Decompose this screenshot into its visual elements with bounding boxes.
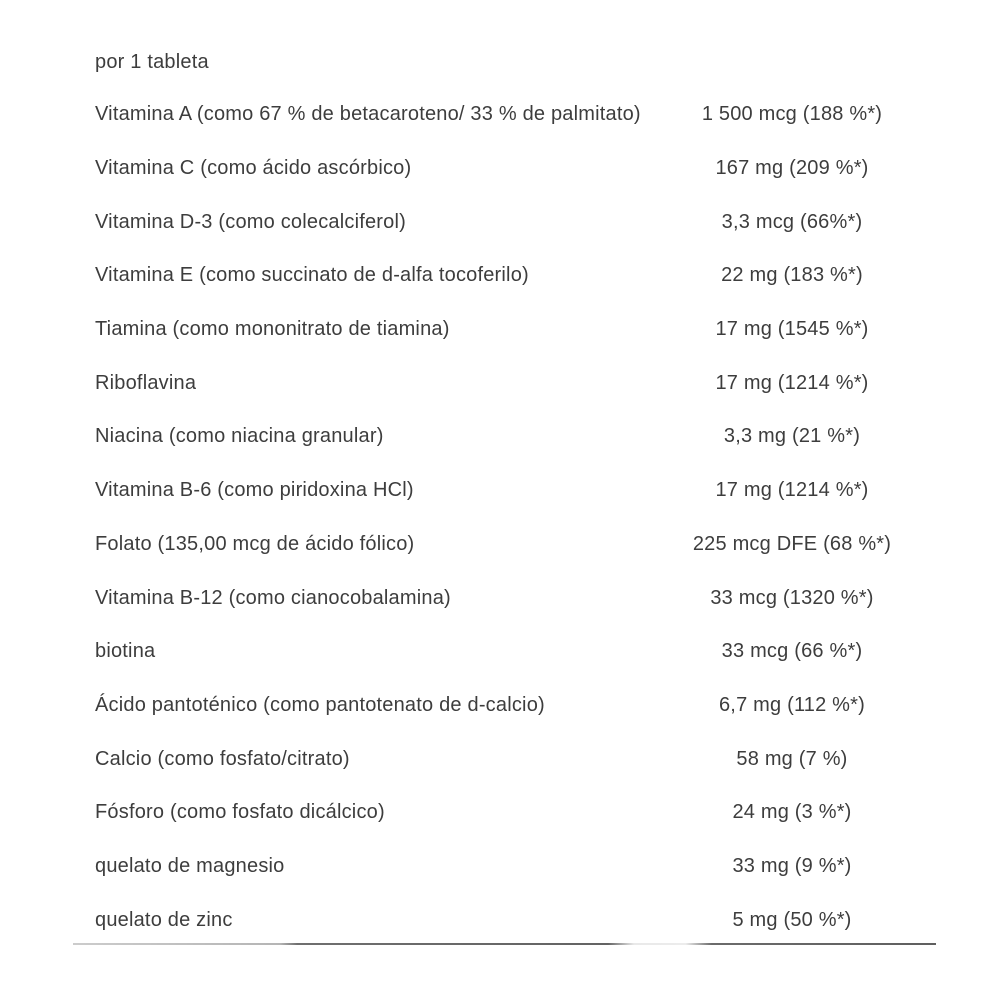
- table-row: [95, 786, 938, 840]
- nutrient-label: Fósforo (como fosfato dicálcico): [95, 801, 385, 824]
- nutrient-value: 33 mg (9 %*): [732, 854, 852, 877]
- nutrient-value: 22 mg (183 %*): [721, 264, 863, 287]
- nutrient-value: 17 mg (1214 %*): [715, 371, 869, 394]
- table-bottom-rule: [73, 943, 936, 945]
- table-row: [95, 571, 938, 625]
- table-row: [95, 625, 938, 679]
- nutrient-label: Vitamina B-6 (como piridoxina HCl): [95, 479, 414, 502]
- nutrient-label: Vitamina E (como succinato de d-alfa tocoferilo): [95, 264, 529, 287]
- nutrient-value: 6,7 mg (112 %*): [718, 693, 866, 716]
- table-row: [95, 893, 938, 947]
- nutrient-label: Vitamina B-12 (como cianocobalamina): [95, 586, 451, 609]
- nutrient-value: 225 mcg DFE (68 %*): [692, 532, 892, 555]
- nutrient-label: Folato (135,00 mcg de ácido fólico): [95, 532, 415, 555]
- table-row: [95, 410, 938, 464]
- nutrient-value: 5 mg (50 %*): [732, 908, 852, 931]
- nutrient-value: 33 mcg (66 %*): [721, 640, 863, 663]
- nutrient-label: Riboflavina: [95, 371, 197, 394]
- table-row: [95, 249, 938, 303]
- table-row: [95, 518, 938, 572]
- nutrient-value: 58 mg (7 %): [736, 747, 848, 770]
- nutrient-value: 1 500 mcg (188 %*): [701, 103, 883, 126]
- nutrient-label: Vitamina C (como ácido ascórbico): [95, 157, 412, 180]
- nutrient-label: Niacina (como niacina granular): [95, 425, 384, 448]
- table-row: [95, 303, 938, 357]
- nutrient-label: quelato de zinc: [95, 908, 233, 931]
- nutrient-value: 33 mcg (1320 %*): [710, 586, 874, 609]
- table-row: [95, 195, 938, 249]
- nutrient-label: Calcio (como fosfato/citrato): [95, 747, 350, 770]
- nutrient-value: 17 mg (1545 %*): [715, 318, 869, 341]
- nutrient-label: Ácido pantoténico (como pantotenato de d-calcio): [95, 693, 545, 716]
- nutrient-value: 3,3 mg (21 %*): [723, 425, 861, 448]
- nutrient-label: biotina: [95, 640, 156, 663]
- nutrient-label: quelato de magnesio: [95, 854, 285, 877]
- facts-table: [95, 36, 938, 947]
- table-row: [95, 142, 938, 196]
- table-row: [95, 464, 938, 518]
- nutrient-label: Tiamina (como mononitrato de tiamina): [95, 318, 450, 341]
- nutrient-value: 3,3 mcg (66%*): [721, 210, 863, 233]
- nutrient-value: 17 mg (1214 %*): [715, 479, 869, 502]
- nutrient-rows: [95, 88, 938, 947]
- table-row: [95, 840, 938, 894]
- table-row: [95, 679, 938, 733]
- nutrient-label: Vitamina A (como 67 % de betacaroteno/ 33 % de palmitato): [95, 103, 641, 126]
- nutrient-value: 24 mg (3 %*): [732, 801, 852, 824]
- serving-size-header: por 1 tableta: [95, 50, 209, 73]
- table-row: [95, 88, 938, 142]
- table-row: [95, 732, 938, 786]
- nutrient-value: 167 mg (209 %*): [715, 157, 869, 180]
- nutrient-label: Vitamina D-3 (como colecalciferol): [95, 210, 406, 233]
- table-row: [95, 356, 938, 410]
